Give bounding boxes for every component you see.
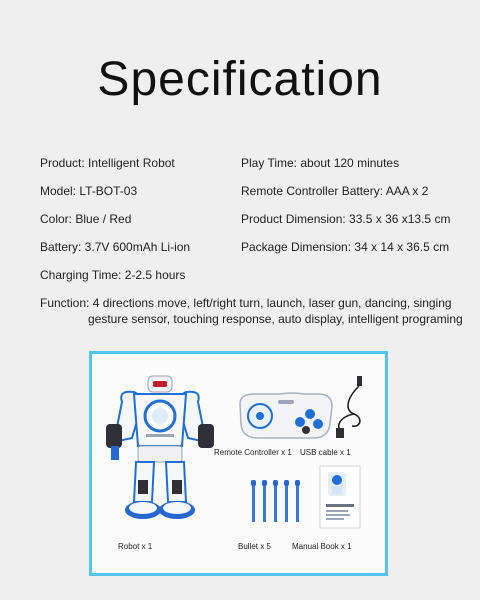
package-illustration	[92, 354, 385, 573]
function-line-2: gesture sensor, touching response, auto display, intelligent programing	[88, 312, 463, 326]
spec-battery: Battery: 3.7V 600mAh Li-ion	[40, 240, 191, 254]
manual-book-image	[320, 466, 360, 528]
spec-product-dimension: Product Dimension: 33.5 x 36 x13.5 cm	[241, 212, 451, 226]
spec-row	[40, 262, 470, 290]
function-line-1: Function: 4 directions move, left/right turn, launch, laser gun, dancing, singing	[40, 296, 452, 310]
remote-controller-image	[240, 393, 332, 438]
bullet-image	[251, 480, 300, 522]
usb-cable-caption: USB cable x 1	[300, 448, 351, 457]
spec-package-dimension: Package Dimension: 34 x 14 x 36.5 cm	[241, 240, 450, 254]
page-title: Specification	[97, 53, 383, 106]
bullet-caption: Bullet x 5	[238, 542, 271, 551]
spec-play-time: Play Time: about 120 minutes	[241, 156, 400, 170]
spec-row	[40, 178, 470, 206]
spec-function	[40, 296, 470, 326]
spec-model: Model: LT-BOT-03	[40, 184, 138, 198]
spec-row	[40, 206, 470, 234]
package-contents-box	[89, 351, 388, 576]
remote-controller-caption: Remote Controller x 1	[214, 448, 292, 457]
spec-row	[40, 234, 470, 262]
spec-remote-battery: Remote Controller Battery: AAA x 2	[241, 184, 429, 198]
manual-book-caption: Manual Book x 1	[292, 542, 352, 551]
usb-cable-image	[336, 376, 362, 438]
spec-list	[40, 150, 470, 290]
spec-color: Color: Blue / Red	[40, 212, 132, 226]
spec-product: Product: Intelligent Robot	[40, 156, 175, 170]
robot-caption: Robot x 1	[118, 542, 153, 551]
spec-row	[40, 150, 470, 178]
spec-charging-time: Charging Time: 2-2.5 hours	[40, 268, 186, 282]
robot-image	[106, 376, 214, 519]
